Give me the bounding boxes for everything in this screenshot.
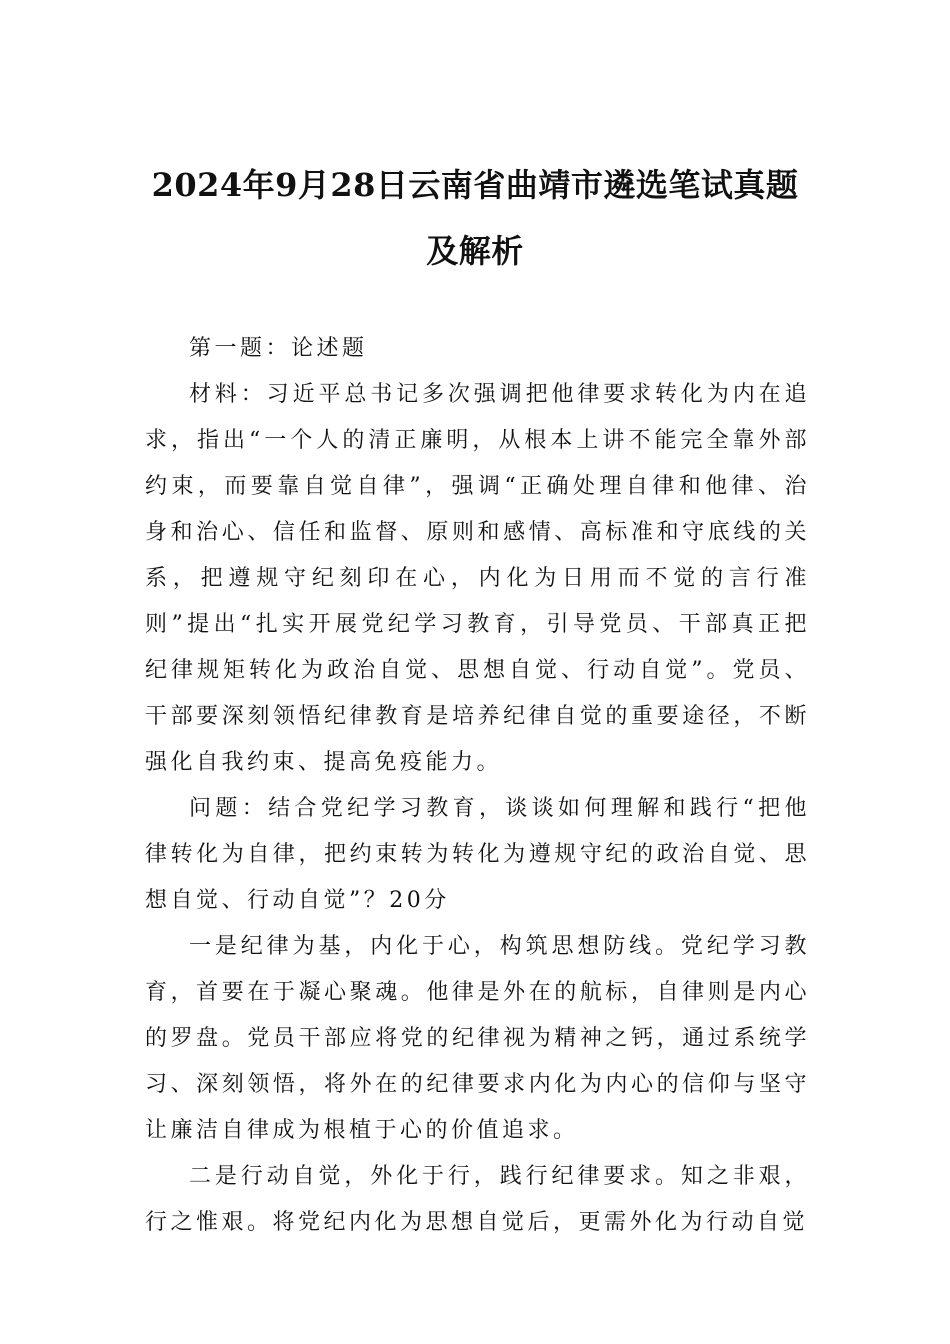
document-body [145,326,810,1246]
question-paragraph: 问题：结合党纪学习教育，谈谈如何理解和践行“把他律转化为自律，把约束转为转化为遵规守纪的政治自觉、思想自觉、行动自觉”？20分 [145,796,810,913]
document-title: 2024年9月28日云南省曲靖市遴选笔试真题及解析 [151,166,799,270]
answer-point-2: 二是行动自觉，外化于行，践行纪律要求。知之非艰，行之惟艰。将党纪内化为思想自觉后，更需外化为行动自觉 [145,1164,810,1235]
material-paragraph: 材料：习近平总书记多次强调把他律要求转化为内在追求，指出“一个人的清正廉明，从根本上讲不能完全靠外部约束，而要靠自觉自律”，强调“正确处理自律和他律、治身和治心、信任和监督、原则和感情、高标准和守底线的关系，把遵规守纪刻印在心，内化为日用而不觉的言行准则”提出“扎实开展党纪学习教育，引导党员、干部真正把纪律规矩转化为政治自觉、思想自觉、行动自觉”。党员、干部要深刻领悟纪律教育是培养纪律自觉的重要途径，不断强化自我约束、提高免疫能力。 [145,382,810,775]
answer-point-1: 一是纪律为基，内化于心，构筑思想防线。党纪学习教育，首要在于凝心聚魂。他律是外在的航标，自律则是内心的罗盘。党员干部应将党的纪律视为精神之钙，通过系统学习、深刻领悟，将外在的纪律要求内化为内心的信仰与坚守让廉洁自律成为根植于心的价值追求。 [145,934,810,1143]
question-heading: 第一题：论述题 [189,336,368,361]
